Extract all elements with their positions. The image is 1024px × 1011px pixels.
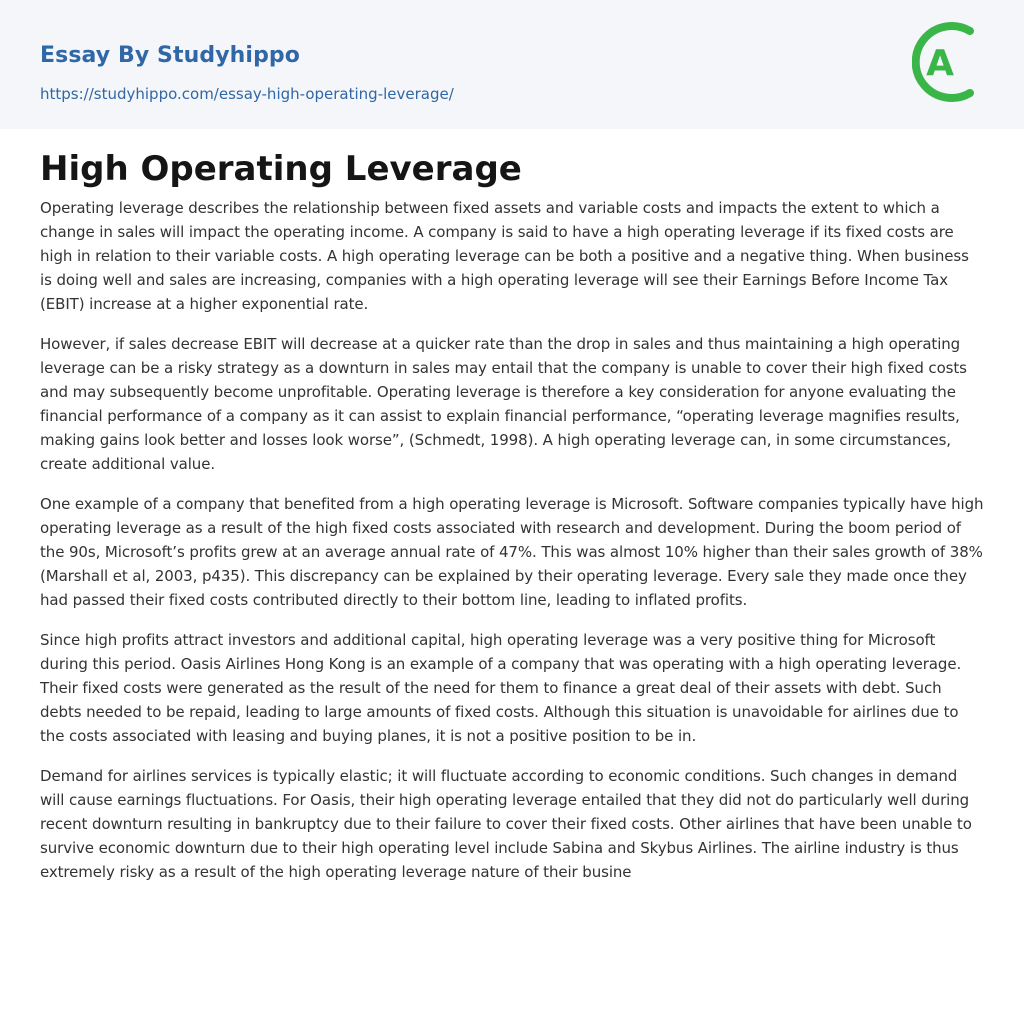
svg-text:A: A <box>926 43 954 84</box>
studyhippo-logo-icon[interactable] <box>912 18 988 106</box>
site-header <box>0 0 1024 129</box>
essay-paragraph: However, if sales decrease EBIT will decrease at a quicker rate than the drop in sales and thus maintaining a high operating leverage can be a risky strategy as a downturn in sales may entail that the company is unable to cover their high fixed costs and may subsequently become unprofitable. Operating leverage is therefore a key consideration for anyone evaluating the financial performance of a company as it can assist to explain financial performance, “operating leverage magnifies results, making gains look better and losses look worse”, (Schmedt, 1998). A high operating leverage can, in some circumstances, create additional value. <box>40 335 967 473</box>
essay-paragraph: Demand for airlines services is typically elastic; it will fluctuate according to economic conditions. Such changes in demand will cause earnings fluctuations. For Oasis, their high operating leverage entailed that they did not do particularly well during recent downturn resulting in bankruptcy due to their failure to cover their fixed costs. Other airlines that have been unable to survive economic downturn due to their high operating level include Sabina and Skybus Airlines. The airline industry is thus extremely risky as a result of the high operating leverage nature of their busine <box>40 767 972 881</box>
page-title: High Operating Leverage <box>40 149 522 189</box>
essay-paragraph: Operating leverage describes the relationship between fixed assets and variable costs and impacts the extent to which a change in sales will impact the operating income. A company is said to have a high operating leverage if its fixed costs are high in relation to their variable costs. A high operating leverage can be both a positive and a negative thing. When business is doing well and sales are increasing, companies with a high operating leverage will see their Earnings Before Income Tax (EBIT) increase at a higher exponential rate. <box>40 199 969 313</box>
site-brand[interactable]: Essay By Studyhippo <box>40 43 300 68</box>
essay-content <box>40 148 984 900</box>
essay-paragraph: One example of a company that benefited from a high operating leverage is Microsoft. Software companies typically have high operating leverage as a result of the high fixed costs associated with research and development. During the boom period of the 90s, Microsoft’s profits grew at an average annual rate of 47%. This was almost 10% higher than their sales growth of 38% (Marshall et al, 2003, p435). This discrepancy can be explained by their operating leverage. Every sale they made once they had passed their fixed costs contributed directly to their bottom line, leading to inflated profits. <box>40 495 984 609</box>
page-url-link[interactable]: https://studyhippo.com/essay-high-operating-leverage/ <box>40 85 454 103</box>
essay-paragraph: Since high profits attract investors and additional capital, high operating leverage was a very positive thing for Microsoft during this period. Oasis Airlines Hong Kong is an example of a company that was operating with a high operating leverage. Their fixed costs were generated as the result of the need for them to finance a great deal of their assets with debt. Such debts needed to be repaid, leading to large amounts of fixed costs. Although this situation is unavoidable for airlines due to the costs associated with leasing and buying planes, it is not a positive position to be in. <box>40 631 962 745</box>
